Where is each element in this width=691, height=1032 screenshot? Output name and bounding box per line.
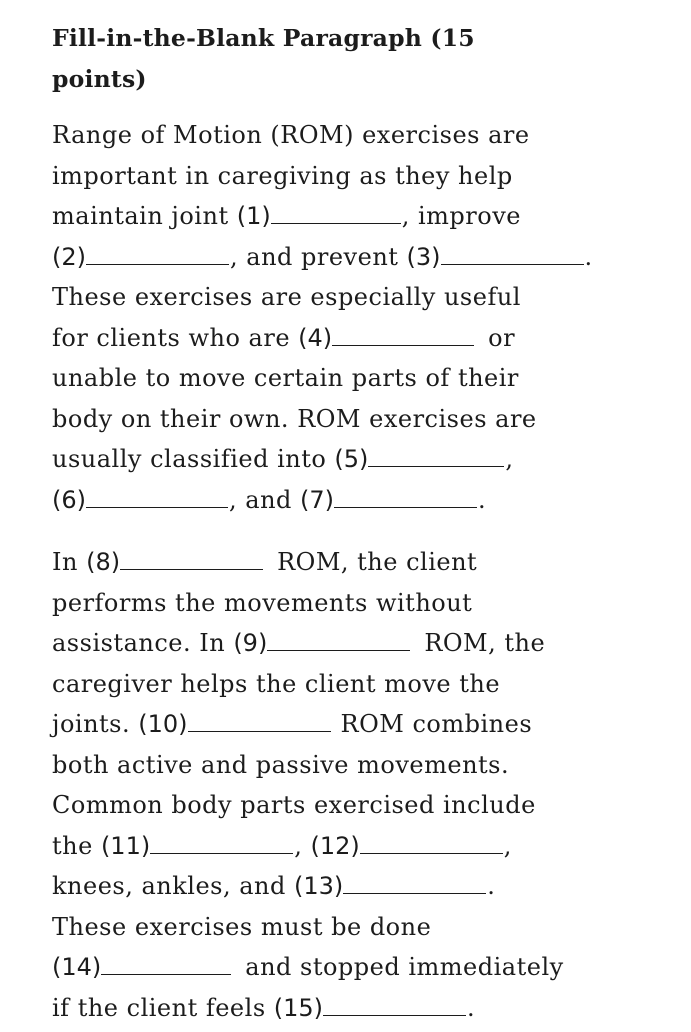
text-line — [52, 439, 514, 480]
text: assistance. In — [52, 629, 234, 657]
text: , — [294, 831, 311, 860]
blank-9[interactable] — [267, 624, 410, 651]
blank-number-4: (4) — [298, 323, 333, 352]
text: or — [488, 323, 516, 352]
blank-7[interactable] — [334, 481, 477, 508]
text: , and — [229, 485, 301, 514]
text-line — [52, 947, 564, 988]
text-line — [52, 115, 530, 156]
text: ROM, the client — [277, 548, 478, 576]
text: ROM combines — [340, 710, 533, 738]
text: , — [505, 445, 514, 473]
text: . — [487, 872, 496, 900]
blank-number-15: (15) — [273, 993, 324, 1022]
text: knees, ankles, and — [52, 872, 294, 900]
text: Range of Motion (ROM) exercises are — [52, 121, 530, 149]
blank-11[interactable] — [150, 827, 293, 854]
text-line — [52, 664, 500, 705]
text: These exercises are especially useful — [52, 283, 521, 311]
text: unable to move certain parts of their — [52, 364, 519, 392]
text: . — [467, 993, 476, 1022]
blank-1[interactable] — [271, 197, 401, 224]
text-line — [52, 866, 495, 907]
blank-14[interactable] — [101, 948, 231, 975]
blank-number-9: (9) — [233, 629, 268, 657]
blank-number-11: (11) — [100, 831, 151, 860]
text: the — [52, 831, 101, 860]
blank-12[interactable] — [360, 827, 503, 854]
blank-6[interactable] — [86, 481, 228, 508]
text: , improve — [401, 202, 521, 230]
blank-number-13: (13) — [294, 872, 344, 900]
text: if the client feels — [52, 993, 274, 1022]
blank-number-10: (10) — [138, 710, 188, 738]
text: These exercises must be done — [52, 912, 432, 941]
text-line — [52, 318, 515, 359]
text: joints. — [52, 710, 139, 738]
text-line — [52, 785, 536, 826]
blank-number-2: (2) — [52, 242, 86, 271]
text: In — [52, 548, 87, 576]
text-line — [52, 988, 475, 1029]
text-line — [52, 623, 545, 664]
text-line — [52, 480, 486, 521]
blank-number-3: (3) — [406, 242, 441, 271]
text: body on their own. ROM exercises are — [52, 404, 537, 433]
blank-number-12: (12) — [310, 831, 360, 860]
text-line — [52, 196, 521, 237]
text: for clients who are — [52, 323, 299, 352]
text: caregiver helps the client move the — [52, 669, 501, 698]
blank-10[interactable] — [188, 705, 331, 732]
text-line — [52, 826, 512, 867]
blank-2[interactable] — [86, 238, 229, 265]
text: both active and passive movements. — [52, 750, 510, 779]
text-line — [52, 277, 521, 318]
blank-4[interactable] — [332, 319, 474, 346]
blank-number-5: (5) — [334, 445, 369, 473]
blank-3[interactable] — [441, 238, 584, 265]
text: usually classified into — [52, 445, 335, 473]
blank-number-14: (14) — [52, 953, 102, 981]
text-line — [52, 907, 431, 948]
text: , and prevent — [230, 242, 407, 271]
text: and stopped immediately — [245, 953, 564, 981]
text: important in caregiving as they help — [52, 161, 513, 190]
text: . — [584, 242, 593, 271]
blank-number-6: (6) — [52, 485, 86, 514]
blank-number-8: (8) — [86, 548, 121, 576]
text-line — [52, 745, 509, 786]
blank-8[interactable] — [120, 543, 263, 570]
text-line — [52, 583, 472, 624]
text: performs the movements without — [52, 588, 473, 617]
text-line — [52, 542, 477, 583]
text: ROM, the — [424, 629, 546, 657]
blank-number-7: (7) — [300, 485, 335, 514]
blank-5[interactable] — [368, 440, 504, 467]
blank-number-1: (1) — [236, 202, 271, 230]
text-line — [52, 237, 593, 278]
blank-15[interactable] — [323, 989, 466, 1016]
text: Common body parts exercised include — [52, 791, 536, 819]
text: . — [478, 485, 487, 514]
text: maintain joint — [52, 202, 237, 230]
worksheet-title: Fill-in-the-Blank Paragraph (15 points) — [52, 24, 475, 93]
blank-13[interactable] — [343, 867, 486, 894]
text-line — [52, 399, 537, 440]
text-line — [52, 358, 519, 399]
text: , — [503, 831, 512, 860]
text-line — [52, 156, 513, 197]
worksheet — [52, 18, 682, 1022]
text-line — [52, 704, 532, 745]
